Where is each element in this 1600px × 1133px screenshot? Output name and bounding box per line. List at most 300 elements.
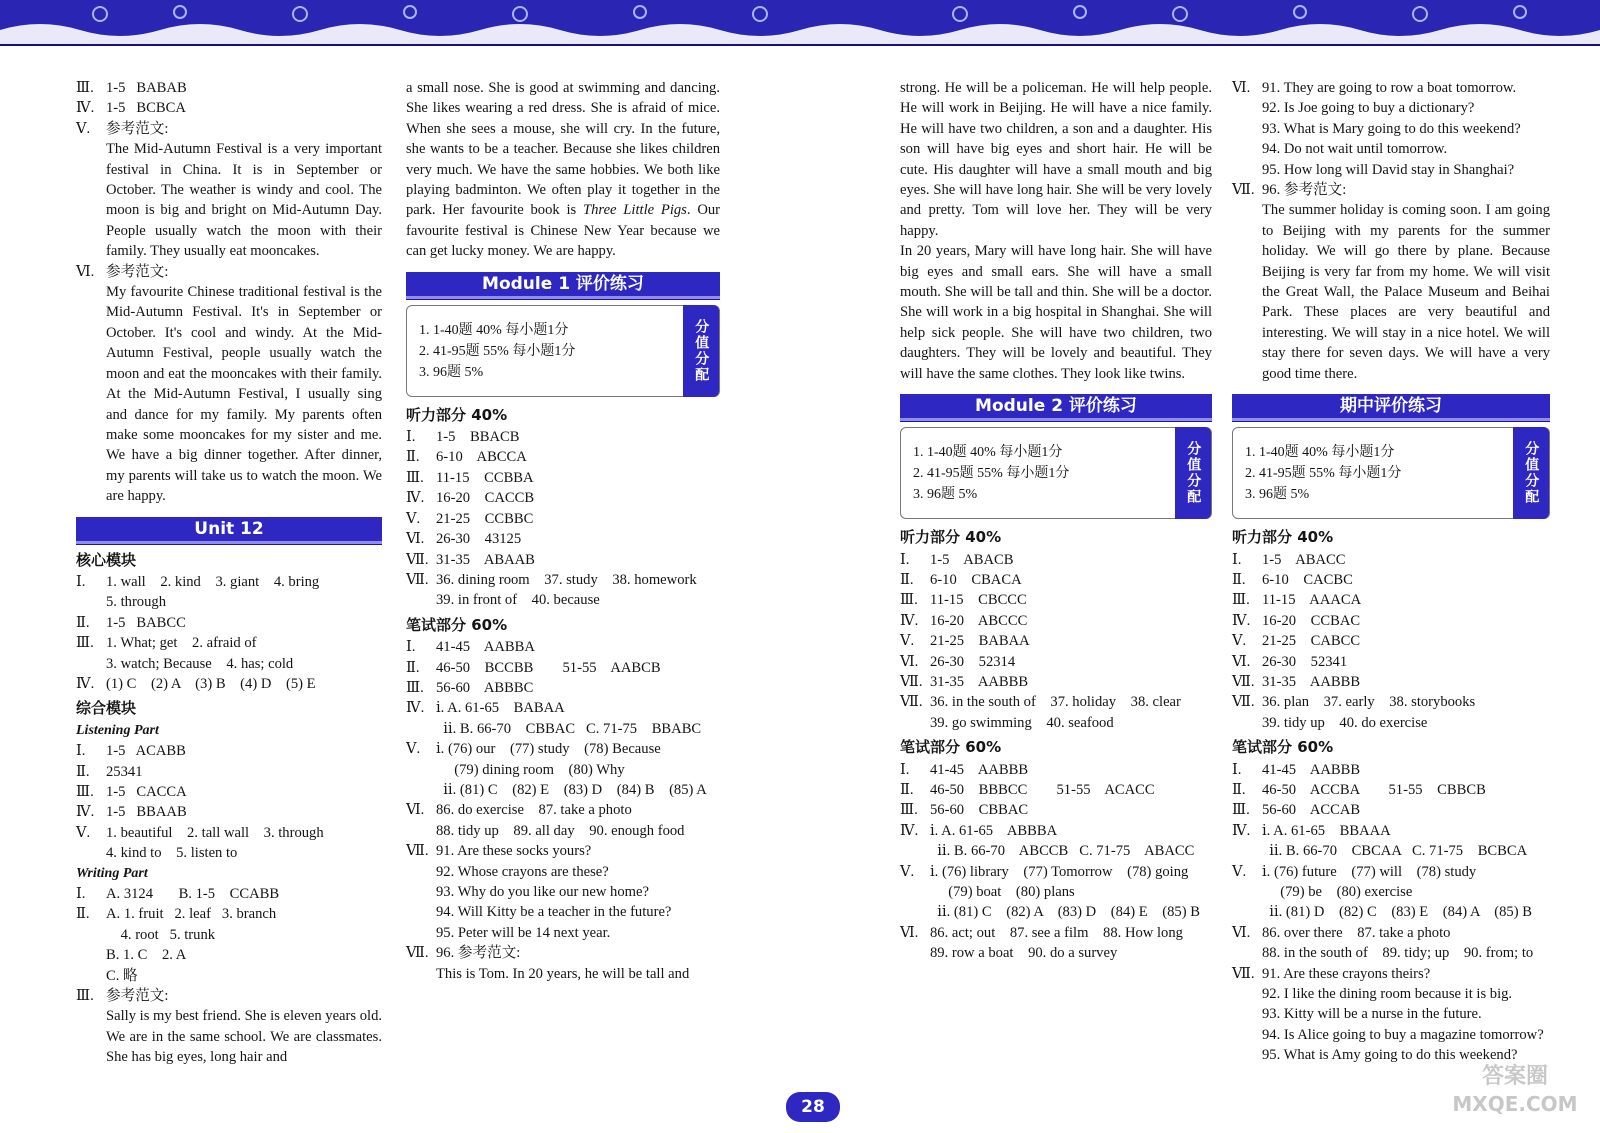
row-number <box>1232 1004 1262 1024</box>
answer-row <box>406 719 720 739</box>
row-text: 39. go swimming 40. seafood <box>930 714 1114 731</box>
answer-row <box>900 713 1212 733</box>
row-text: ⅰ. A. 61-65 BBAAA <box>1262 822 1391 839</box>
row-number <box>900 841 930 861</box>
row-text: 89. row a boat 90. do a survey <box>930 945 1118 962</box>
answer-row <box>900 652 1212 672</box>
row-text: 1-5 BABCC <box>106 614 186 631</box>
row-number <box>1232 119 1262 139</box>
row-text: 4. kind to 5. listen to <box>106 845 238 862</box>
answer-row <box>900 800 1212 820</box>
row-text: 39. tidy up 40. do exercise <box>1262 714 1428 731</box>
essay-summer-holiday: The summer holiday is coming soon. I am going to Beijing with my parents for the summer holiday. We will go there by plane. Because Beijing is very far from my home. We will visit the Great Wall, the Palace Museum and Beihai Park. These places are very beautiful and interesting. We will stay in a nice hotel. We will stay there for seven days. We will have a very good time there. <box>1262 202 1550 382</box>
row-text: 96. 参考范文: <box>436 945 521 962</box>
row-number: Ⅳ. <box>900 822 919 839</box>
row-text: ⅱ. (81) D (82) C (83) E (84) A (85) B <box>1262 904 1532 921</box>
score-line: 3. 96题 5% <box>1245 487 1310 503</box>
row-number <box>406 862 436 882</box>
row-text: 41-45 AABBB <box>930 761 1029 778</box>
answer-row <box>900 631 1212 651</box>
row-number <box>1232 1045 1262 1065</box>
midterm-banner: 期中评价练习 <box>1232 394 1550 421</box>
answer-row <box>1232 1025 1550 1045</box>
writing-part-heading: Writing Part <box>76 865 148 881</box>
answer-row <box>406 882 720 902</box>
row-number: Ⅴ. <box>1232 863 1247 880</box>
row-text: 4. root 5. trunk <box>106 926 216 943</box>
answer-row <box>76 945 382 965</box>
row-number <box>406 590 436 610</box>
row-number: Ⅱ. <box>406 659 420 676</box>
essay-favourite-festival: My favourite Chinese traditional festival is the Mid-Autumn Festival. It's in September or October. It's cool and windy. At the Mid-Autumn Festival, people usually watch the moon and eat the mooncakes with their family. At the Mid-Autumn Festival, I usually sing and dance for my family. My parents often make some mooncakes for my sister and me. We have a big dinner together. After dinner, my parents will take us to watch the moon. We are happy. <box>106 284 382 505</box>
answer-row <box>1232 78 1550 98</box>
row-number: Ⅰ. <box>76 743 86 760</box>
row-text: 1-5 ABACC <box>1262 551 1346 568</box>
column-1 <box>76 78 382 1068</box>
essay-best-friend-continued <box>406 78 720 262</box>
answer-row <box>1232 841 1550 861</box>
row-text: (79) be (80) exercise <box>1262 884 1413 900</box>
row-text: 96. 参考范文: <box>1262 182 1347 199</box>
row-text: 31-35 ABAAB <box>436 551 535 568</box>
answer-row <box>406 800 720 820</box>
answer-row <box>1232 631 1550 651</box>
row-text: 36. dining room 37. study 38. homework <box>436 571 697 588</box>
row-text: 91. Are these crayons theirs? <box>1262 965 1431 982</box>
row-number <box>76 592 106 612</box>
answer-row <box>76 843 382 863</box>
col2-listening-rows <box>406 427 720 611</box>
answer-row <box>1232 964 1550 984</box>
column-2 <box>406 78 720 984</box>
col1-top-rows <box>76 78 382 139</box>
answer-row <box>1232 550 1550 570</box>
row-number: Ⅵ. <box>900 653 919 670</box>
row-text: 56-60 ABBBC <box>436 679 534 696</box>
answer-row <box>76 925 382 945</box>
row-number: Ⅵ. <box>1232 924 1251 941</box>
answer-row <box>900 570 1212 590</box>
row-text: ⅰ. (76) library (77) Tomorrow (78) going <box>930 863 1189 880</box>
row-number: Ⅶ. <box>406 945 429 962</box>
row-number <box>900 713 930 733</box>
row-number: Ⅱ. <box>76 614 90 631</box>
row-number: Ⅳ. <box>76 804 95 821</box>
row-number: Ⅵ. <box>76 263 95 280</box>
row-number <box>406 923 436 943</box>
row-number: Ⅰ. <box>1232 761 1242 778</box>
row-text: 16-20 ABCCC <box>930 612 1028 629</box>
answer-row <box>406 550 720 570</box>
col4-listening-rows <box>1232 550 1550 734</box>
col1-writing-rows <box>76 884 382 1006</box>
row-number: Ⅴ. <box>76 824 91 841</box>
essay-tom-continued: strong. He will be a policeman. He will help people. He will work in Beijing. He will have a nice family. He will have two children, a son and a daughter. His son will have big eyes and short hair. He will be cute. His daughter will have a small mouth and big eyes. She will have long hair. She will be very lovely and pretty. Tom will love her. They will be very happy. <box>900 80 1212 239</box>
answer-row <box>76 592 382 612</box>
essay-best-friend: Sally is my best friend. She is eleven years old. We are in the same school. We are classmates. She has big eyes, long hair and <box>106 1008 383 1066</box>
row-text: 46-50 BBBCC 51-55 ACACC <box>930 781 1155 798</box>
answer-row <box>1232 570 1550 590</box>
row-text: 11-15 CCBBA <box>436 469 534 486</box>
row-text: B. 1. C 2. A <box>106 947 187 964</box>
answer-row <box>406 427 720 447</box>
row-text: 95. How long will David stay in Shanghai? <box>1262 161 1515 178</box>
row-text: 16-20 CACCB <box>436 490 535 507</box>
answer-row <box>406 658 720 678</box>
row-text: ⅱ. (81) C (82) E (83) D (84) B (85) A <box>436 781 707 798</box>
row-number: Ⅰ. <box>1232 551 1242 568</box>
row-number: Ⅲ. <box>406 469 424 486</box>
row-text: 6-10 CACBC <box>1262 571 1353 588</box>
essay-mid-autumn: The Mid-Autumn Festival is a very important festival in China. It is in September or October. The weather is windy and cool. The moon is big and bright on Mid-Autumn Day. People usually watch the moon with their family. They usually eat mooncakes. <box>106 141 382 260</box>
row-number: Ⅱ. <box>1232 571 1246 588</box>
row-number: Ⅶ. <box>900 694 923 711</box>
listening-section-heading: 听力部分 40% <box>1232 528 1334 547</box>
row-text: (79) dining room (80) Why <box>436 761 625 778</box>
row-text: 1-5 CACCA <box>106 784 187 800</box>
row-text: ⅰ. A. 61-65 BABAA <box>436 700 565 717</box>
answer-row <box>1232 882 1550 902</box>
row-number: Ⅳ. <box>1232 612 1251 629</box>
row-text: 92. I like the dining room because it is big. <box>1262 986 1513 1003</box>
row-text: 39. in front of 40. because <box>436 592 600 609</box>
answer-row <box>1232 713 1550 733</box>
watermark-logo <box>1440 1055 1590 1125</box>
watermark-icon <box>1440 1055 1590 1125</box>
answer-row <box>76 674 382 694</box>
row-text: 94. Do not wait until tomorrow. <box>1262 141 1448 158</box>
score-lines <box>913 442 1069 505</box>
score-distribution-box <box>1232 427 1550 519</box>
row-text: A. 3124 B. 1-5 CCABB <box>106 886 280 903</box>
essay-text: . Our favourite festival is Chinese New Year because we can get lucky money. We are happy. <box>406 202 721 260</box>
answer-row <box>76 613 382 633</box>
row-text: 1-5 BABAB <box>106 80 187 96</box>
listening-section-heading: 听力部分 40% <box>406 405 508 424</box>
row-number: Ⅰ. <box>406 429 416 446</box>
answer-row <box>900 760 1212 780</box>
row-number: Ⅶ. <box>406 571 429 588</box>
answer-row <box>76 884 382 904</box>
score-line: 1. 1-40题 40% 每小题1分 <box>913 445 1063 461</box>
answer-row <box>1232 862 1550 882</box>
answer-row <box>406 821 720 841</box>
row-text: (1) C (2) A (3) B (4) D (5) E <box>106 675 316 692</box>
answer-row <box>406 488 720 508</box>
row-text: 94. Will Kitty be a teacher in the future? <box>436 904 672 921</box>
answer-row <box>406 570 720 590</box>
row-number: Ⅵ. <box>406 531 425 548</box>
writing-section-heading: 笔试部分 60% <box>1232 738 1334 757</box>
row-number: Ⅶ. <box>406 843 429 860</box>
row-number: Ⅰ. <box>76 886 86 903</box>
row-text: 36. plan 37. early 38. storybooks <box>1262 694 1476 711</box>
row-number <box>76 843 106 863</box>
listening-part-heading: Listening Part <box>76 722 159 738</box>
row-number <box>406 821 436 841</box>
row-number: Ⅰ. <box>900 551 910 568</box>
row-number: Ⅳ. <box>1232 822 1251 839</box>
row-text: 46-50 ACCBA 51-55 CBBCB <box>1262 781 1486 798</box>
listening-section-heading: 听力部分 40% <box>900 528 1002 547</box>
row-number <box>406 719 436 739</box>
row-text: 88. tidy up 89. all day 90. enough food <box>436 822 685 839</box>
answer-row <box>406 841 720 861</box>
row-text: 86. act; out 87. see a film 88. How long <box>930 924 1183 941</box>
row-text: 21-25 CABCC <box>1262 633 1361 650</box>
score-line: 2. 41-95题 55% 每小题1分 <box>419 343 576 359</box>
row-number: Ⅱ. <box>406 449 420 466</box>
row-number: Ⅳ. <box>406 490 425 507</box>
answer-row <box>900 692 1212 712</box>
answer-row <box>406 780 720 800</box>
row-text: 5. through <box>106 594 166 611</box>
row-text: 11-15 AAACA <box>1262 592 1362 609</box>
row-text: 88. in the south of 89. tidy; up 90. from; to <box>1262 945 1534 962</box>
answer-row <box>1232 1004 1550 1024</box>
answer-row <box>406 739 720 759</box>
row-number: Ⅴ. <box>1232 633 1247 650</box>
score-line: 2. 41-95题 55% 每小题1分 <box>913 466 1070 482</box>
answer-row <box>406 637 720 657</box>
row-text: 26-30 52314 <box>930 653 1016 670</box>
row-number: Ⅰ. <box>76 573 86 590</box>
row-text: (79) boat (80) plans <box>930 884 1075 900</box>
row-number: Ⅵ. <box>900 924 919 941</box>
row-number <box>76 925 106 945</box>
row-number <box>406 902 436 922</box>
answer-row <box>406 902 720 922</box>
row-text: 3. watch; Because 4. has; cold <box>106 655 294 672</box>
answer-row <box>406 698 720 718</box>
row-number <box>1232 98 1262 118</box>
row-number <box>1232 943 1262 963</box>
answer-row <box>900 862 1212 882</box>
module-2-banner: Module 2 评价练习 <box>900 394 1212 421</box>
row-text: ⅱ. B. 66-70 CBCAA C. 71-75 BCBCA <box>1262 843 1528 860</box>
row-text: 56-60 CBBAC <box>930 802 1029 819</box>
page-number <box>786 1092 840 1122</box>
row-text: 46-50 BCCBB 51-55 AABCB <box>436 659 661 676</box>
answer-row <box>76 572 382 592</box>
row-number <box>1232 841 1262 861</box>
col3-listening-rows <box>900 550 1212 734</box>
answer-row <box>1232 943 1550 963</box>
row-number: Ⅲ. <box>1232 592 1250 609</box>
row-number: Ⅳ. <box>76 100 95 117</box>
answer-row <box>76 741 382 761</box>
answer-row <box>1232 98 1550 118</box>
row-text: 25341 <box>106 763 143 780</box>
wave-pattern-icon <box>0 0 1600 44</box>
row-number: Ⅲ. <box>76 635 94 652</box>
answer-row <box>76 966 382 986</box>
answer-row <box>1232 590 1550 610</box>
row-text: 93. Kitty will be a nurse in the future. <box>1262 1006 1482 1023</box>
writing-section-heading: 笔试部分 60% <box>900 738 1002 757</box>
row-text: 1-5 ACABB <box>106 743 186 760</box>
answer-row <box>406 923 720 943</box>
answer-row <box>1232 760 1550 780</box>
watermark-line2: MXQE.COM <box>1452 1092 1578 1116</box>
answer-row <box>76 78 382 98</box>
row-text: 92. Whose crayons are these? <box>436 863 609 880</box>
score-distribution-tag: 分值分配 <box>1513 427 1549 519</box>
answer-row <box>1232 780 1550 800</box>
top-decorative-band <box>0 0 1600 46</box>
row-text: 1. wall 2. kind 3. giant 4. bring <box>106 573 320 590</box>
score-line: 2. 41-95题 55% 每小题1分 <box>1245 466 1402 482</box>
answer-row <box>406 678 720 698</box>
score-line: 1. 1-40题 40% 每小题1分 <box>419 322 569 338</box>
answer-row <box>1232 160 1550 180</box>
answer-row <box>76 802 382 822</box>
answer-row <box>900 902 1212 922</box>
answer-row <box>900 923 1212 943</box>
row-text: 56-60 ACCAB <box>1262 802 1361 819</box>
row-text: 95. Peter will be 14 next year. <box>436 924 611 941</box>
column-4 <box>1232 78 1550 1066</box>
row-number: Ⅶ. <box>1232 182 1255 199</box>
row-number: Ⅰ. <box>406 639 416 656</box>
col4-top-rows <box>1232 78 1550 200</box>
row-number <box>1232 984 1262 1004</box>
row-text: 26-30 43125 <box>436 531 522 548</box>
essay-mary: In 20 years, Mary will have long hair. She will have big eyes and small ears. She will have a small mouth. She will be tall and thin. She will be a doctor. She will work in a big hospital in Shanghai. She will help sick people. She will have two children, two daughters. They will be lovely and beautiful. They will have the same clothes. They look like twins. <box>900 243 1212 382</box>
col1-listening-rows <box>76 741 382 863</box>
col4-writing-rows <box>1232 760 1550 1066</box>
row-number: Ⅳ. <box>406 700 425 717</box>
row-text: ⅰ. (76) our (77) study (78) Because <box>436 741 661 758</box>
row-text: ⅰ. (76) future (77) will (78) study <box>1262 863 1477 880</box>
answer-row <box>76 633 382 653</box>
row-text: ⅱ. (81) C (82) A (83) D (84) E (85) B <box>930 904 1200 921</box>
row-number: Ⅲ. <box>900 592 918 609</box>
answer-row <box>1232 902 1550 922</box>
answer-row <box>1232 611 1550 631</box>
row-text: 参考范文: <box>106 263 169 280</box>
score-distribution-tag: 分值分配 <box>1175 427 1211 519</box>
answer-row <box>900 841 1212 861</box>
row-number: Ⅳ. <box>76 675 95 692</box>
unit-12-banner: Unit 12 <box>76 517 382 544</box>
row-number: Ⅶ. <box>900 673 923 690</box>
answer-row <box>1232 821 1550 841</box>
answer-row <box>76 782 382 802</box>
answer-row <box>1232 923 1550 943</box>
row-text: 95. What is Amy going to do this weekend? <box>1262 1047 1518 1064</box>
answer-row <box>1232 672 1550 692</box>
watermark-line1: 答案圈 <box>1481 1064 1549 1089</box>
row-number <box>406 882 436 902</box>
row-number: Ⅲ. <box>76 784 94 800</box>
row-text: 1-5 BBAAB <box>106 804 187 821</box>
row-number: Ⅲ. <box>76 988 94 1005</box>
score-lines <box>419 320 575 383</box>
row-number: Ⅱ. <box>900 781 914 798</box>
row-number <box>1232 902 1262 922</box>
answer-row <box>76 823 382 843</box>
score-line: 1. 1-40题 40% 每小题1分 <box>1245 445 1395 461</box>
page-number-text: 28 <box>801 1097 825 1117</box>
row-number: Ⅵ. <box>1232 653 1251 670</box>
row-text: 91. Are these socks yours? <box>436 843 592 860</box>
row-number <box>406 780 436 800</box>
answer-row <box>76 654 382 674</box>
comprehensive-module-heading: 综合模块 <box>76 699 137 718</box>
row-number: Ⅶ. <box>406 551 429 568</box>
score-line: 3. 96题 5% <box>913 487 978 503</box>
row-text: This is Tom. In 20 years, he will be tall and <box>436 965 690 982</box>
answer-row <box>1232 180 1550 200</box>
row-number <box>1232 882 1262 902</box>
column-3 <box>900 78 1212 964</box>
row-text: 86. do exercise 87. take a photo <box>436 802 632 819</box>
answer-row <box>76 262 382 282</box>
row-text: ⅰ. A. 61-65 ABBBA <box>930 822 1058 839</box>
answer-row <box>406 468 720 488</box>
row-number: Ⅱ. <box>76 906 90 923</box>
row-number <box>900 943 930 963</box>
answer-row <box>900 590 1212 610</box>
row-number <box>1232 139 1262 159</box>
row-text: 36. in the south of 37. holiday 38. clear <box>930 694 1181 711</box>
row-text: 6-10 ABCCA <box>436 449 527 466</box>
row-text: 86. over there 87. take a photo <box>1262 924 1451 941</box>
answer-row <box>1232 119 1550 139</box>
col2-writing-rows <box>406 637 720 984</box>
row-text: 21-25 CCBBC <box>436 510 534 527</box>
row-text: A. 1. fruit 2. leaf 3. branch <box>106 906 277 923</box>
row-number: Ⅴ. <box>900 863 915 880</box>
row-number: Ⅶ. <box>1232 965 1255 982</box>
row-text: 1. beautiful 2. tall wall 3. through <box>106 824 324 841</box>
answer-row <box>406 447 720 467</box>
row-number: Ⅵ. <box>1232 80 1251 96</box>
row-text: 6-10 CBACA <box>930 571 1022 588</box>
row-number: Ⅶ. <box>1232 694 1255 711</box>
row-text: ⅱ. B. 66-70 CBBAC C. 71-75 BBABC <box>436 720 702 737</box>
row-number: Ⅲ. <box>76 80 94 96</box>
answer-row <box>1232 692 1550 712</box>
row-text: 92. Is Joe going to buy a dictionary? <box>1262 100 1475 117</box>
row-number <box>76 654 106 674</box>
score-lines <box>1245 442 1401 505</box>
answer-row <box>900 672 1212 692</box>
row-text: 31-35 AABBB <box>930 673 1029 690</box>
row-text: 11-15 CBCCC <box>930 592 1027 609</box>
answer-row <box>406 509 720 529</box>
row-number: Ⅴ. <box>76 120 91 137</box>
answer-row <box>406 964 720 984</box>
answer-row <box>1232 800 1550 820</box>
score-distribution-tag: 分值分配 <box>683 305 719 397</box>
row-text: 31-35 AABBB <box>1262 673 1361 690</box>
answer-row <box>900 943 1212 963</box>
answer-row <box>406 529 720 549</box>
row-number <box>76 945 106 965</box>
row-number <box>1232 713 1262 733</box>
row-text: 1. What; get 2. afraid of <box>106 635 257 652</box>
row-number: Ⅵ. <box>406 802 425 819</box>
essay-text: a small nose. She is good at swimming and dancing. She likes wearing a red dress. She is afraid of mice. When she sees a mouse, she will cry. In the future, she wants to be a teacher. Because she likes children very much. We have the same hobbies. We both like playing badminton. We often play it together in the park. Her favourite book is <box>406 80 720 219</box>
answer-row <box>406 590 720 610</box>
row-text: 参考范文: <box>106 988 169 1005</box>
score-distribution-box <box>406 305 720 397</box>
row-text: 参考范文: <box>106 120 169 137</box>
row-text: 1-5 BBACB <box>436 429 520 446</box>
answer-row <box>900 611 1212 631</box>
